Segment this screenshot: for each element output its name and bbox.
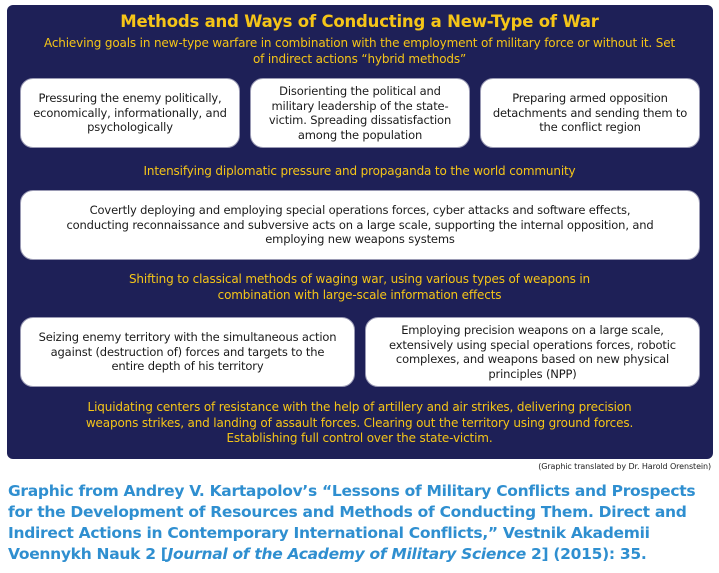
diagram-title: Methods and Ways of Conducting a New-Type of War (120, 12, 599, 31)
stage-liquidating-resistance: Liquidating centers of resistance with the help of artillery and air strikes, delivering precision weapons strikes, and landing of assault forces. Clearing out the territory using ground forces. Establishing full control over the state-victim. (85, 400, 634, 445)
method-box-armed-opposition (480, 78, 700, 148)
method-box-text: Seizing enemy territory with the simultaneous action against (destruction of) forces and targets to the entire depth of his territory (38, 330, 337, 374)
caption-citation-end: 2] (2015): 35. (525, 545, 647, 563)
method-box-covert-operations (20, 190, 700, 260)
stage-classical-warfare: Shifting to classical methods of waging war, using various types of weapons in combination with large-scale information effects (128, 272, 591, 302)
method-box-text: Disorienting the political and military leadership of the state-victim. Spreading dissatisfaction among the population (268, 84, 452, 142)
stage-diplomatic-pressure: Intensifying diplomatic pressure and propaganda to the world community (143, 164, 576, 178)
method-box-seizing-territory (20, 317, 355, 387)
figure-caption (8, 481, 714, 565)
method-box-political-pressure (20, 78, 240, 148)
method-box-text: Covertly deploying and employing special operations forces, cyber attacks and software effects, conducting reconnaissance and subversive acts on a large scale, supporting the internal opposition, and employing new weapons systems (66, 203, 654, 247)
diagram-subtitle: Achieving goals in new-type warfare in combination with the employment of military force or without it. Set of indirect actions “hybrid methods” (43, 36, 676, 66)
method-box-text: Preparing armed opposition detachments and sending them to the conflict region (492, 91, 688, 135)
method-box-text: Employing precision weapons on a large scale, extensively using special operations forces, robotic complexes, and weapons based on new physical principles (NPP) (389, 323, 676, 381)
method-box-text: Pressuring the enemy politically, economically, informationally, and psychologically (33, 91, 227, 135)
method-box-precision-weapons (365, 317, 700, 387)
caption-journal-title: Journal of the Academy of Military Science (167, 545, 526, 563)
translation-credit: (Graphic translated by Dr. Harold Orenstein) (538, 462, 711, 471)
method-box-disorienting-leadership (250, 78, 470, 148)
caption-text: Graphic from Andrey V. Kartapolov’s “Lessons of Military Conflicts and Prospects for the Development of Resources and Methods of Conducting Them. Direct and Indirect Actions in Contemporary International Conflicts,” Vestnik Akademii Voennykh Nauk 2 [ (8, 482, 696, 563)
